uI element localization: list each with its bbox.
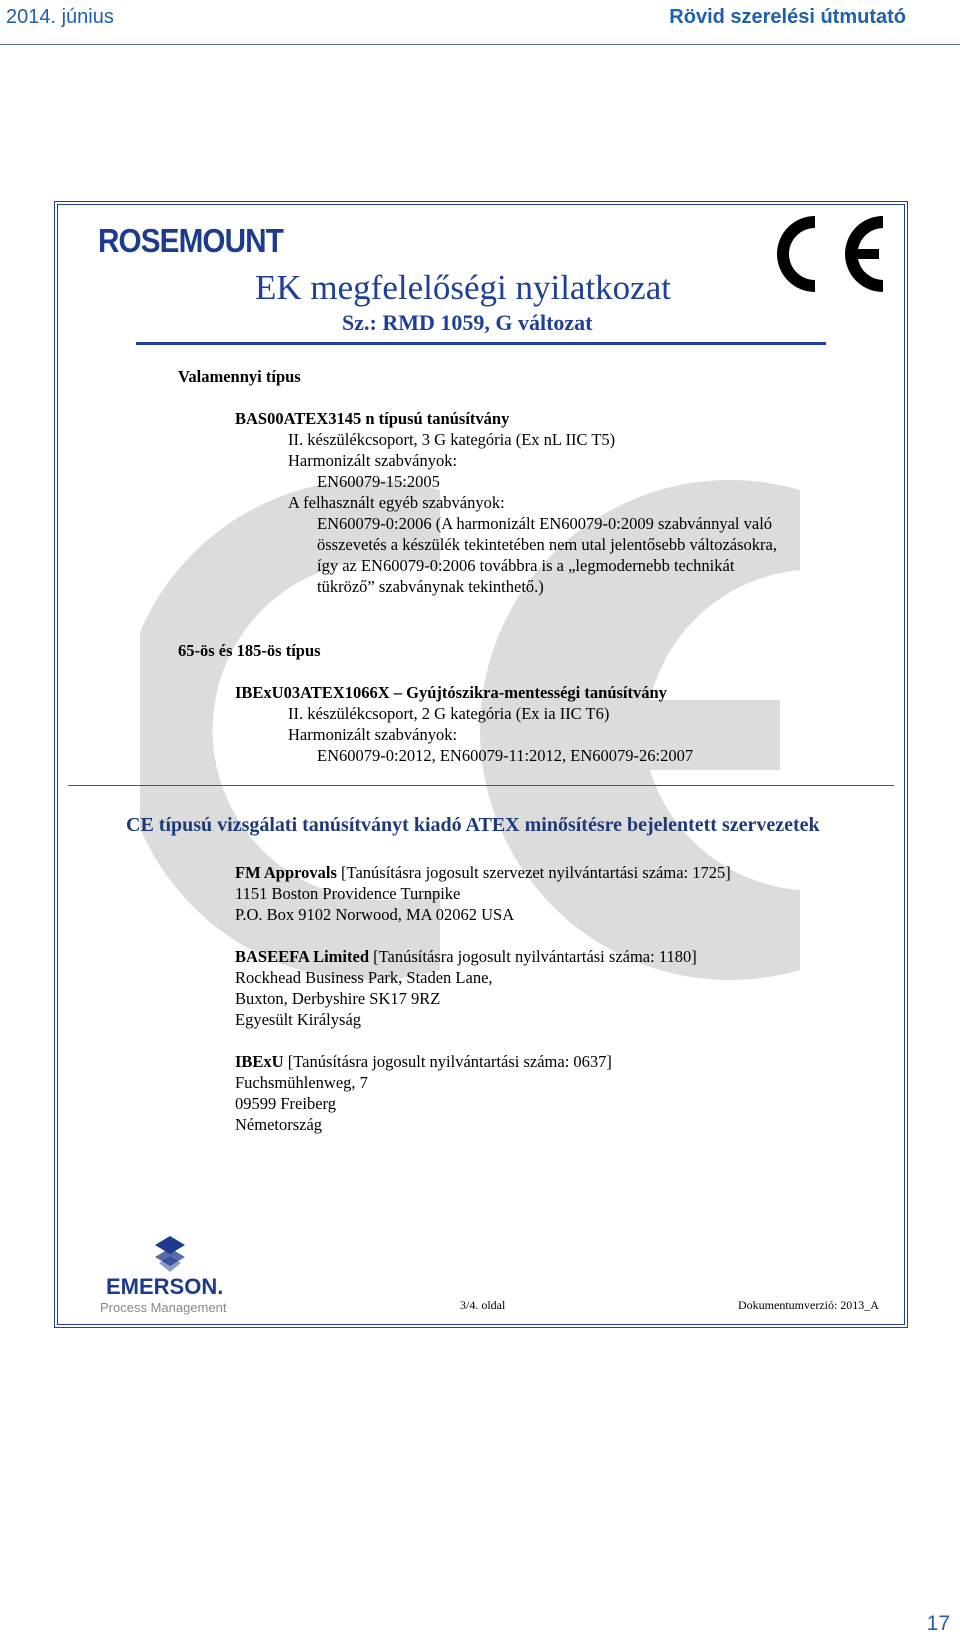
body-address-line: 1151 Boston Providence Turnpike xyxy=(235,884,461,903)
notified-body-fm xyxy=(235,862,731,883)
section1-line: összevetés a készülék tekintetében nem utal jelentősebb változásokra, xyxy=(317,535,777,554)
ce-mark-icon xyxy=(775,212,890,297)
section2-certificate: IBExU03ATEX1066X – Gyújtószikra-mentességi tanúsítvány xyxy=(235,683,667,702)
declaration-number: Sz.: RMD 1059, G változat xyxy=(342,310,593,335)
body-address-line: Egyesült Királyság xyxy=(235,1010,362,1029)
rosemount-logo: ROSEMOUNT xyxy=(98,222,283,259)
page-number: 17 xyxy=(926,1612,950,1635)
title-rule xyxy=(136,342,826,345)
section1-certificate: BAS00ATEX3145 n típusú tanúsítvány xyxy=(235,409,510,428)
section2-line: EN60079-0:2012, EN60079-11:2012, EN60079-26:2007 xyxy=(317,746,694,765)
section1-line: A felhasznált egyéb szabványok: xyxy=(288,493,505,512)
emerson-division: Process Management xyxy=(100,1300,227,1315)
body-address-line: Rockhead Business Park, Staden Lane, xyxy=(235,968,493,987)
section2-heading: 65-ös és 185-ös típus xyxy=(178,641,321,660)
header-divider xyxy=(0,44,960,45)
section1-heading: Valamennyi típus xyxy=(178,367,301,386)
declaration-title: EK megfelelőségi nyilatkozat xyxy=(255,268,671,307)
section1-line: így az EN60079-0:2006 továbbra is a „legmodernebb technikát xyxy=(317,556,735,575)
body-name: IBExU xyxy=(235,1052,284,1071)
emerson-emblem-icon xyxy=(155,1236,185,1272)
body-name: BASEEFA Limited xyxy=(235,947,370,966)
body-registration: [Tanúsításra jogosult nyilvántartási száma: 0637] xyxy=(283,1052,612,1071)
footer-version: Dokumentumverzió: 2013_A xyxy=(738,1298,879,1312)
header-date: 2014. június xyxy=(6,6,114,28)
section1-line: II. készülékcsoport, 3 G kategória (Ex nL IIC T5) xyxy=(288,430,616,449)
body-address-line: Buxton, Derbyshire SK17 9RZ xyxy=(235,989,441,1008)
body-name: FM Approvals xyxy=(235,863,337,882)
body-registration: [Tanúsításra jogosult nyilvántartási száma: 1180] xyxy=(369,947,697,966)
emerson-wordmark: EMERSON. xyxy=(106,1274,224,1299)
notified-body-baseefa xyxy=(235,946,697,967)
body-address-line: P.O. Box 9102 Norwood, MA 02062 USA xyxy=(235,905,515,924)
section-divider xyxy=(68,785,894,786)
body-address-line: Németország xyxy=(235,1115,323,1134)
section1-line: EN60079-15:2005 xyxy=(317,472,440,491)
section2-line: Harmonizált szabványok: xyxy=(288,725,458,744)
section1-line: EN60079-0:2006 (A harmonizált EN60079-0:2009 szabvánnyal való xyxy=(317,514,773,533)
notified-body-ibexu xyxy=(235,1051,612,1072)
section1-line: tükröző” szabványnak tekinthető.) xyxy=(317,577,544,596)
header-guide-title: Rövid szerelési útmutató xyxy=(669,6,906,28)
section1-line: Harmonizált szabványok: xyxy=(288,451,458,470)
body-address-line: Fuchsmühlenweg, 7 xyxy=(235,1073,368,1092)
section2-line: II. készülékcsoport, 2 G kategória (Ex ia IIC T6) xyxy=(288,704,610,723)
body-address-line: 09599 Freiberg xyxy=(235,1094,336,1113)
footer-page: 3/4. oldal xyxy=(460,1298,506,1312)
notified-bodies-heading: CE típusú vizsgálati tanúsítványt kiadó ATEX minősítésre bejelentett szervezetek xyxy=(126,814,820,836)
body-registration: [Tanúsításra jogosult szervezet nyilvántartási száma: 1725] xyxy=(336,863,731,882)
